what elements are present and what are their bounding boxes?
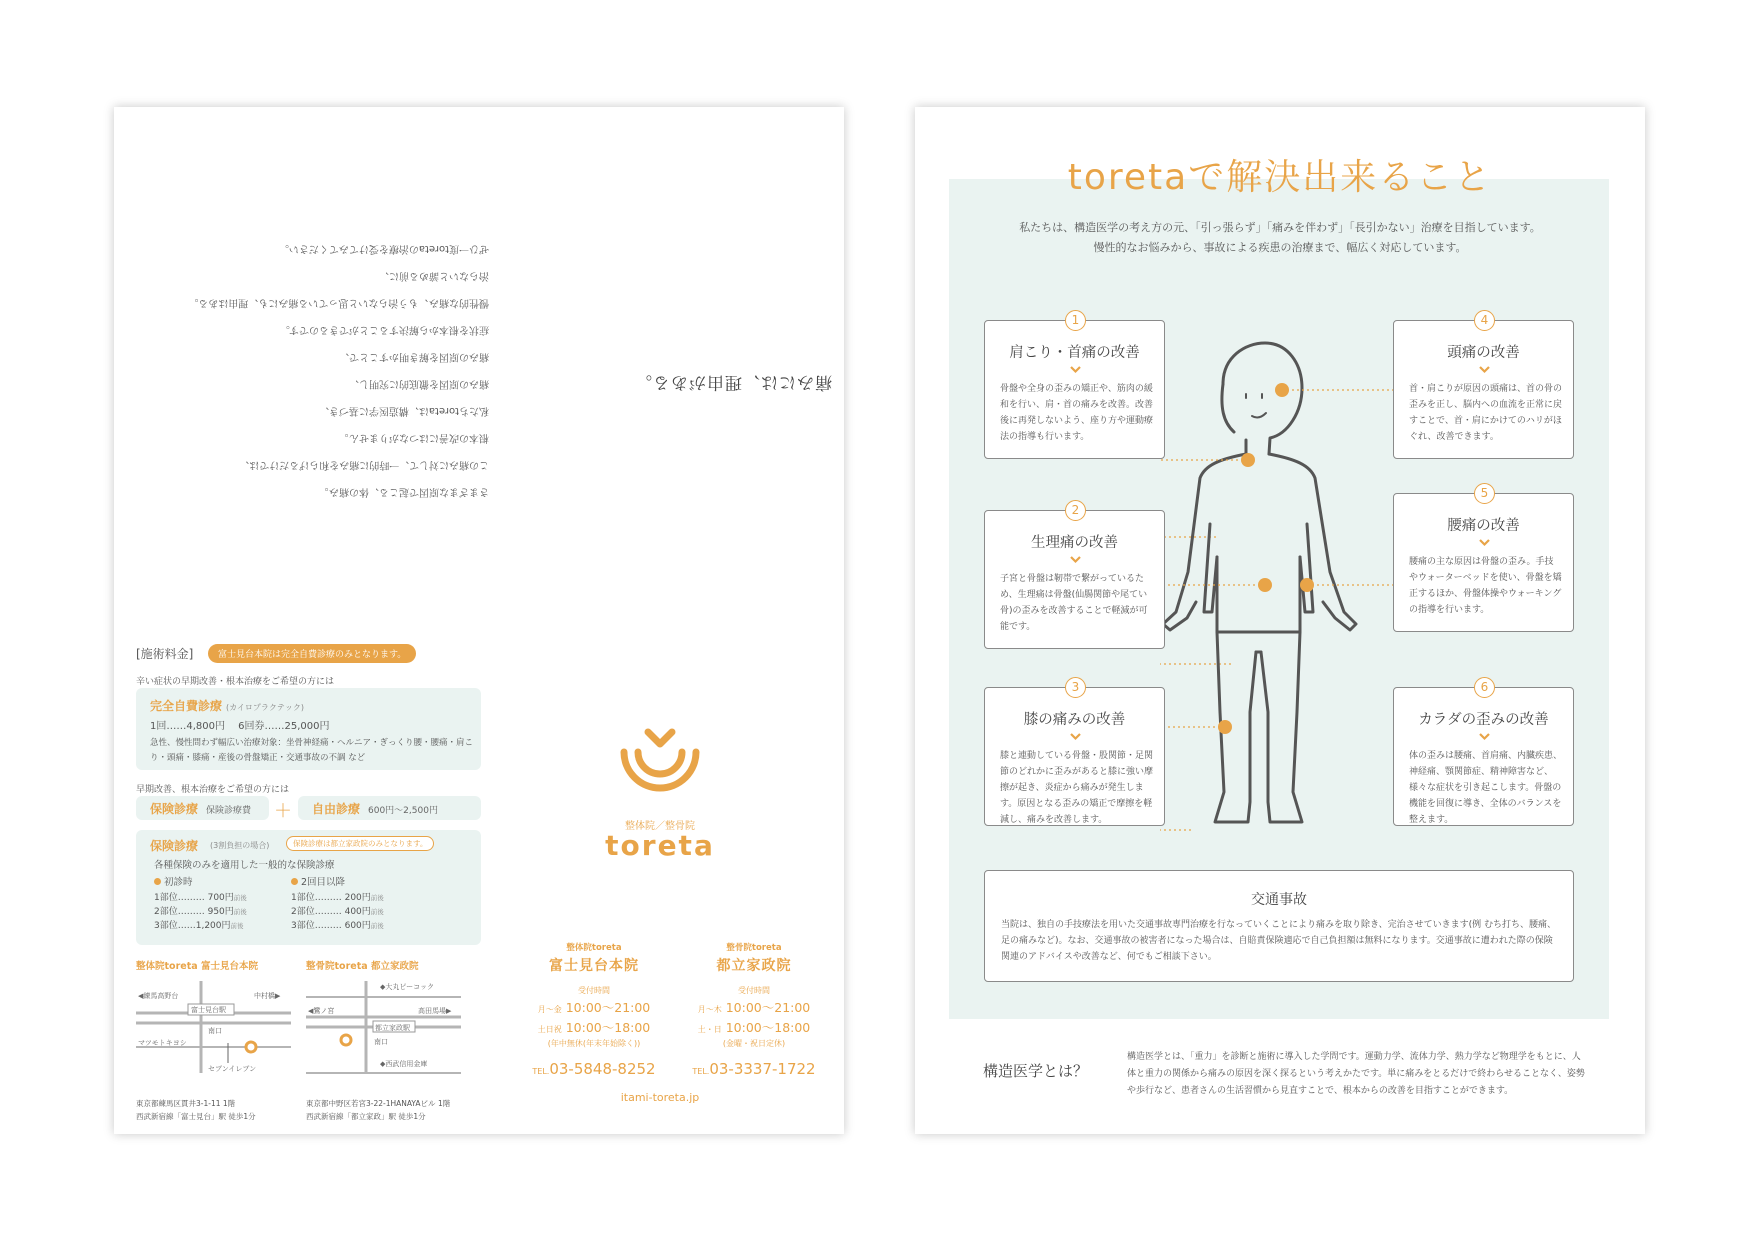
insurance-pill-label: 保険診療 [150, 802, 199, 816]
phone-number: TEL.03-3337-1722 [692, 1060, 816, 1078]
price-row: 1部位……… 700円前後 [154, 893, 247, 903]
card-back-pain [1393, 486, 1574, 632]
upside-heading: 痛みには、理由がある。 [634, 372, 832, 392]
card-title: カラダの歪みの改善 [1418, 712, 1549, 728]
card-number: 6 [1474, 677, 1495, 698]
card-number: 1 [1065, 310, 1086, 331]
structural-medicine-question: 構造医学とは？ [983, 1062, 1089, 1080]
card-title: 頭痛の改善 [1447, 345, 1520, 361]
early-intro: 早期改善、根本治療をご希望の方には [136, 785, 290, 795]
insurance-box [136, 830, 481, 945]
card-body: 子宮と骨盤は靭帯で繋がっているため、生理痛は骨盤(仙腸関節や尾てい骨)の歪みを改善することで軽減が可能です。 [1000, 574, 1148, 632]
toreta-logo-icon [614, 724, 706, 814]
address-toritsukasei: 東京都中野区若宮3-22-1HANAYAビル 1階 西武新宿線「都立家政」駅 徒歩1分 [306, 1099, 451, 1121]
map-label: 都立家政駅 [375, 1024, 410, 1032]
map-label: マツモトキヨシ [138, 1039, 187, 1047]
second-visit-prices [291, 874, 384, 933]
upside-line: 私たちtoretaは、構造医学に基づき、 [319, 405, 489, 416]
right-page [915, 107, 1645, 1134]
intro-line-2: 慢性的なお悩みから、事故による疾患の治療まで、幅広く対応しています。 [1093, 241, 1467, 254]
card-menstrual-pain [984, 503, 1165, 649]
card-shoulder-neck [984, 313, 1165, 459]
upside-line: ぜひ一度toretaの治療を受けてみてください。 [278, 243, 489, 254]
self-pay-subtitle: (カイロプラクテック) [226, 703, 305, 712]
map-label: 南口 [208, 1027, 222, 1035]
logo-subtitle: 整体院／整骨院 [625, 821, 695, 832]
price-row: 3部位……1,200円前後 [154, 921, 244, 931]
second-visit-label: 2回目以降 [301, 877, 346, 888]
self-pay-description: 急性、慢性問わず幅広い治療対象：坐骨神経痛・ヘルニア・ぎっくり腰・腰痛・肩こり・頭痛・膝痛・産後の骨盤矯正・交通事故の不調 など [150, 738, 474, 763]
branch-toritsukasei: 整骨院toreta 都立家政院 受付時間 月〜木 10:00〜21:00 土・日 10:00〜18:00 (金曜・祝日定休) TEL.03-3337-1722 [684, 941, 824, 1078]
map-title-toritsukasei: 整骨院toreta 都立家政院 [306, 961, 419, 972]
first-visit-label: 初診時 [164, 877, 193, 888]
card-number: 4 [1474, 310, 1495, 331]
chevron-down-icon [1478, 365, 1491, 374]
card-number: 5 [1474, 483, 1495, 504]
card-number: 2 [1065, 500, 1086, 521]
map-title-fujimidai: 整体院toreta 富士見台本院 [136, 961, 258, 972]
branch-name: 都立家政院 [716, 958, 792, 974]
chevron-down-icon [1478, 732, 1491, 741]
fee-section-title: [施術料金] [136, 647, 194, 661]
upside-line: この痛みに対して、一時的に痛みを和らげるだけでは、 [239, 459, 489, 470]
map-fujimidai [136, 973, 291, 1088]
chevron-down-icon [1069, 365, 1082, 374]
map-label: 高田馬場▶ [418, 1007, 452, 1015]
chevron-down-icon [1478, 538, 1491, 547]
price-row: 3部位……… 600円前後 [291, 921, 384, 931]
structural-medicine-body: 構造医学とは、「重力」を診断と施術に導入した学問です。運動力学、流体力学、熱力学など物理学をもとに、人体と重力の関係から痛みの原因を深く探るという考えかたです。単に痛みをとるだけで終わらせることなく、姿勢や歩行など、患者さんの生活習慣から見直すことで、根本からの改善を目指すことができます。 [1127, 1052, 1585, 1096]
branch-name: 富士見台本院 [549, 958, 639, 974]
self-pay-title: 完全自費診療 (カイロプラクテック) [150, 699, 305, 713]
card-body: 体の歪みは腰痛、首肩痛、内臓疾患、神経痛、顎関節症、精神障害など、様々な症状を引き起こします。骨盤の機能を回復に導き、全体のバランスを整えます。 [1409, 751, 1563, 825]
free-pay-pill-label: 自由診療 [312, 802, 361, 816]
fee-intro: 辛い症状の早期改善・根本治療をご希望の方には [136, 677, 335, 687]
logo-name: toreta [605, 829, 715, 862]
location-pin-icon [246, 1042, 256, 1052]
card-headache [1393, 313, 1574, 459]
traffic-accident-box [984, 870, 1574, 982]
first-visit-prices [154, 874, 247, 933]
card-body: 首・肩こりが原因の頭痛は、首の骨の歪みを正し、脳内への血流を正常に戻すことで、首・肩にかけてのハリがほぐれ、改善できます。 [1409, 384, 1563, 442]
map-label: ◆西武信用金庫 [380, 1060, 428, 1068]
chevron-down-icon [1069, 732, 1082, 741]
accident-body: 当院は、独自の手技療法を用いた交通事故専門治療を行なっていくことにより痛みを取り除き、完治させていきます(例 むち打ち、腰痛、足の痛みなど)。なお、交通事故の被害者になった場合は、自賠責保険適応で自己負担額は無料になります。交通事故に遭われた際の保険関連のアドバイスや改善など、何でもご相談下さい。 [1001, 920, 1557, 962]
intro-line-1: 私たちは、構造医学の考え方の元、「引っ張らず」「痛みを伴わず」「長引かない」治療を目指しています。 [1019, 221, 1541, 234]
map-label: 中村橋▶ [254, 992, 281, 1000]
fee-badge: 富士見台本院は完全自費診療のみとなります。 [208, 644, 416, 663]
free-pay-pill-sub: 600円〜2,500円 [368, 806, 438, 816]
card-title: 腰痛の改善 [1447, 518, 1520, 534]
map-label: 富士見台駅 [191, 1006, 226, 1014]
card-number: 3 [1065, 677, 1086, 698]
insurance-pill-sub: 保険診療費 [206, 806, 252, 816]
bullet-dot-icon [154, 878, 161, 885]
upside-line: 根本の改善にはつながりません。 [338, 432, 489, 443]
website-url: itami-toreta.jp [620, 1091, 700, 1104]
price-row: 2部位……… 400円前後 [291, 907, 384, 917]
hours-row: 月〜金 10:00〜21:00 [537, 1000, 651, 1015]
map-label: ◆大丸ピーコック [380, 983, 434, 991]
upside-line: 慢性的な痛み、もう治らないと思っている痛みにも、理由はある。 [188, 297, 489, 308]
upside-lines [188, 235, 489, 505]
map-label: セブンイレブン [208, 1065, 257, 1073]
accident-title: 交通事故 [1251, 892, 1307, 908]
map-toritsukasei [306, 973, 461, 1088]
card-title: 生理痛の改善 [1031, 535, 1118, 551]
phone-number: TEL.03-5848-8252 [532, 1060, 656, 1078]
map-label: ◀鷺ノ宮 [308, 1007, 335, 1015]
branch-fujimidai: 整体院toreta 富士見台本院 受付時間 月〜金 10:00〜21:00 土日祝 10:00〜18:00 (年中無休(年末年始除く)) TEL.03-5848-8252 [524, 941, 664, 1078]
hours-row: 土日祝 10:00〜18:00 [537, 1020, 651, 1035]
price-row: 2部位……… 950円前後 [154, 907, 247, 917]
map-label: ◀練馬高野台 [138, 992, 179, 1000]
price-row: 1部位……… 200円前後 [291, 893, 384, 903]
bullet-dot-icon [291, 878, 298, 885]
human-body-figure [1160, 332, 1400, 857]
insurance-description: 各種保険のみを適用した一般的な保険診療 [154, 860, 335, 871]
card-title: 膝の痛みの改善 [1023, 712, 1126, 728]
self-pay-prices: 1回……4,800円 6回券……25,000円 [150, 721, 330, 732]
chevron-down-icon [1069, 555, 1082, 564]
card-knee-pain [984, 680, 1165, 826]
card-body: 膝と連動している骨盤・股関節・足関節のどれかに歪みがあると膝に強い摩擦が起き、炎症から痛みが発生します。原因となる歪みの矯正で摩擦を軽減し、痛みを改善します。 [1000, 751, 1154, 825]
card-body: 腰痛の主な原因は骨盤の歪み。手技やウォーターベッドを使い、骨盤を矯正するほか、骨盤体操やウォーキングの指導を行います。 [1409, 557, 1562, 615]
location-pin-icon [341, 1035, 351, 1045]
insurance-pill [136, 796, 269, 820]
card-body-distortion [1393, 680, 1574, 826]
self-pay-box [136, 688, 481, 770]
hours-row: 月〜木 10:00〜21:00 [697, 1000, 811, 1015]
left-page [114, 107, 844, 1134]
hours-row: 土・日 10:00〜18:00 [697, 1020, 811, 1035]
plus-sign: ＋ [274, 801, 292, 822]
card-body: 骨盤や全身の歪みの矯正や、筋肉の緩和を行い、肩・首の痛みを改善。改善後に再発しないよう、座り方や運動療法の指導も行います。 [1000, 384, 1154, 442]
insurance-subtitle: (3割負担の場合) [210, 841, 270, 850]
insurance-note: 保険診療は都立家政院のみとなります。 [286, 836, 434, 851]
upside-line: 症状を根本から解決することができるのです。 [279, 324, 489, 335]
upside-line: 治らないと諦める前に、 [379, 270, 489, 281]
upside-line: 痛みの原因を解き明かすことで、 [339, 351, 489, 362]
map-label: 南口 [374, 1038, 388, 1046]
free-pay-pill [298, 796, 481, 820]
card-title: 肩こり・首痛の改善 [1009, 345, 1140, 361]
page-title: toretaで解決出来ること [1067, 157, 1493, 198]
insurance-title: 保険診療 [150, 839, 199, 853]
address-fujimidai: 東京都練馬区貫井3-1-11 1階 西武新宿線「富士見台」駅 徒歩1分 [136, 1099, 256, 1121]
upside-line: さまざまな原因で起こる、体の痛み。 [318, 486, 489, 497]
upside-down-message [154, 227, 832, 527]
upside-line: 痛みの原因を徹底的に究明し、 [349, 378, 489, 389]
